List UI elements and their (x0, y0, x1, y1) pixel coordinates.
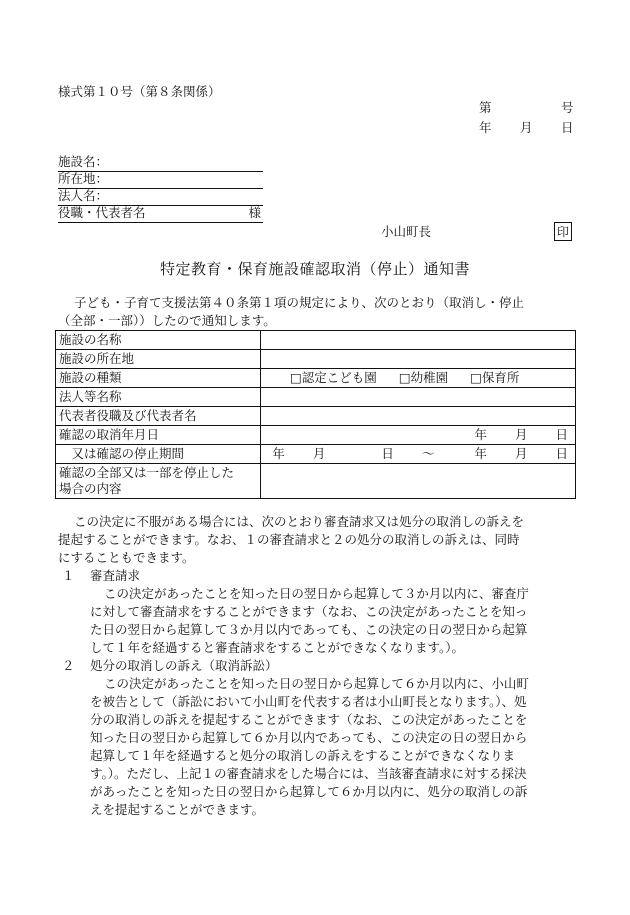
section1-line-1: この決定があったことを知った日の翌日から起算して３か月以内に、審査庁 (104, 586, 529, 601)
table-row (56, 331, 576, 350)
row-label-facility-address: 施設の所在地 (56, 350, 261, 369)
recipient-address (58, 173, 263, 189)
row-value-representative (261, 407, 576, 426)
table-row (56, 388, 576, 407)
section2-line-8: えを提起することができます。 (90, 802, 265, 817)
date-year: 年 (479, 120, 492, 135)
range-separator: 〜 (421, 446, 435, 461)
section2-line-2: を被告として（訴訟において小山町を代表する者は小山町長となります。）、処 (90, 694, 527, 709)
start-day (353, 446, 434, 462)
number-label-right: 号 (561, 100, 574, 115)
row-value-corporation (261, 388, 576, 407)
row-value-suspension-period (261, 445, 576, 464)
recipient-corporation (58, 190, 263, 206)
start-day-label: 日 (381, 446, 394, 461)
intro-line-1: 子ども・子育て支援法第４０条第１項の規定により、次のとおり（取消し・停止 (74, 295, 525, 310)
section2-line-3: 分の取消しの訴えを提起することができます（なお、この決定があったことを (90, 712, 528, 727)
row-label-representative: 代表者役職及び代表者名 (56, 407, 261, 426)
intro-line-2: （全部・一部））したので通知します。 (58, 313, 276, 328)
section2-line-6: す。）。ただし、上記１の審査請求をした場合には、当該審査請求に対する採決 (90, 766, 527, 781)
row-label-partial-suspension-line-1: 確認の全部又は一部を停止した (59, 465, 235, 480)
row-value-facility-address (261, 350, 576, 369)
section1-number: １ (62, 568, 75, 583)
end-month: 月 (514, 446, 528, 461)
recipient-address-label: 所在地： (58, 171, 109, 186)
row-label-suspension-period: 又は確認の停止期間 (56, 445, 261, 464)
option-kindergarten: □幼稚園 (398, 370, 449, 385)
table-row (56, 369, 576, 388)
info-table (55, 330, 576, 499)
start-month: 月 (312, 446, 326, 461)
section1-heading: 審査請求 (90, 568, 141, 583)
date-day: 日 (561, 120, 574, 135)
cancel-month: 月 (514, 427, 528, 442)
section1-line-4: して１年を経過すると審査請求をすることができなくなります。）。 (90, 640, 465, 655)
option-certified-kodomoen: □認定こども園 (290, 370, 377, 385)
section2-line-1: この決定があったことを知った日の翌日から起算して６か月以内に、小山町 (104, 676, 529, 691)
cancel-year: 年 (474, 427, 487, 442)
row-value-partial-suspension (261, 464, 576, 499)
table-row (56, 407, 576, 426)
end-day: 日 (555, 446, 568, 461)
notice-line-1: この決定に不服がある場合には、次のとおり審査請求又は処分の取消しの訴えを (74, 514, 525, 529)
section2-line-5: 起算して１年を経過すると処分の取消しの訴えをすることができなくなりま (90, 748, 516, 763)
row-value-facility-name (261, 331, 576, 350)
section1-line-3: た日の翌日から起算して３か月以内であっても、この決定の日の翌日から起算 (90, 622, 528, 637)
start-year: 年 (272, 446, 285, 461)
recipient-facility-name (58, 156, 263, 172)
table-row (56, 426, 576, 445)
section2-heading: 処分の取消しの訴え（取消訴訟） (90, 658, 278, 673)
number-label-left: 第 (479, 100, 492, 115)
end-year: 年 (474, 446, 487, 461)
recipient-honorific: 様 (248, 205, 261, 220)
row-label-corporation: 法人等名称 (56, 388, 261, 407)
row-label-facility-name: 施設の名称 (56, 331, 261, 350)
option-nursery: □保育所 (470, 370, 520, 385)
table-row (56, 350, 576, 369)
row-label-cancel-date: 確認の取消年月日 (56, 426, 261, 445)
notice-line-3: にすることもできます。 (58, 550, 195, 565)
date-month: 月 (520, 120, 533, 135)
recipient-facility-name-label: 施設名： (58, 154, 109, 169)
recipient-representative (58, 207, 263, 223)
recipient-corporation-label: 法人名： (58, 188, 109, 203)
row-label-partial-suspension (56, 464, 261, 499)
row-value-facility-type (261, 369, 576, 388)
row-label-partial-suspension-line-2: 場合の内容 (59, 481, 122, 496)
section1-line-2: に対して審査請求をすることができます（なお、この決定があったことを知っ (90, 604, 528, 619)
section2-line-4: 知った日の翌日から起算して６か月以内であっても、この決定の日の翌日から (90, 730, 528, 745)
form-number: 様式第１０号（第８条関係） (58, 84, 221, 99)
section2-number: ２ (62, 658, 75, 673)
seal-label: 印 (556, 224, 569, 239)
notice-line-2: 提起することができます。なお、１の審査請求と２の処分の取消しの訴えは、同時 (58, 532, 520, 547)
seal-box (554, 222, 572, 241)
row-value-cancel-date (261, 426, 576, 445)
sender: 小山町長 (381, 224, 432, 239)
cancel-day: 日 (555, 427, 568, 442)
recipient-representative-label: 役職・代表者名 (58, 205, 146, 220)
row-label-facility-type: 施設の種類 (56, 369, 261, 388)
table-row (56, 464, 576, 499)
page-title: 特定教育・保育施設確認取消（停止）通知書 (160, 260, 471, 278)
section2-line-7: があったことを知った日の翌日から起算して６か月以内に、処分の取消しの訴 (90, 784, 528, 799)
table-row (56, 445, 576, 464)
